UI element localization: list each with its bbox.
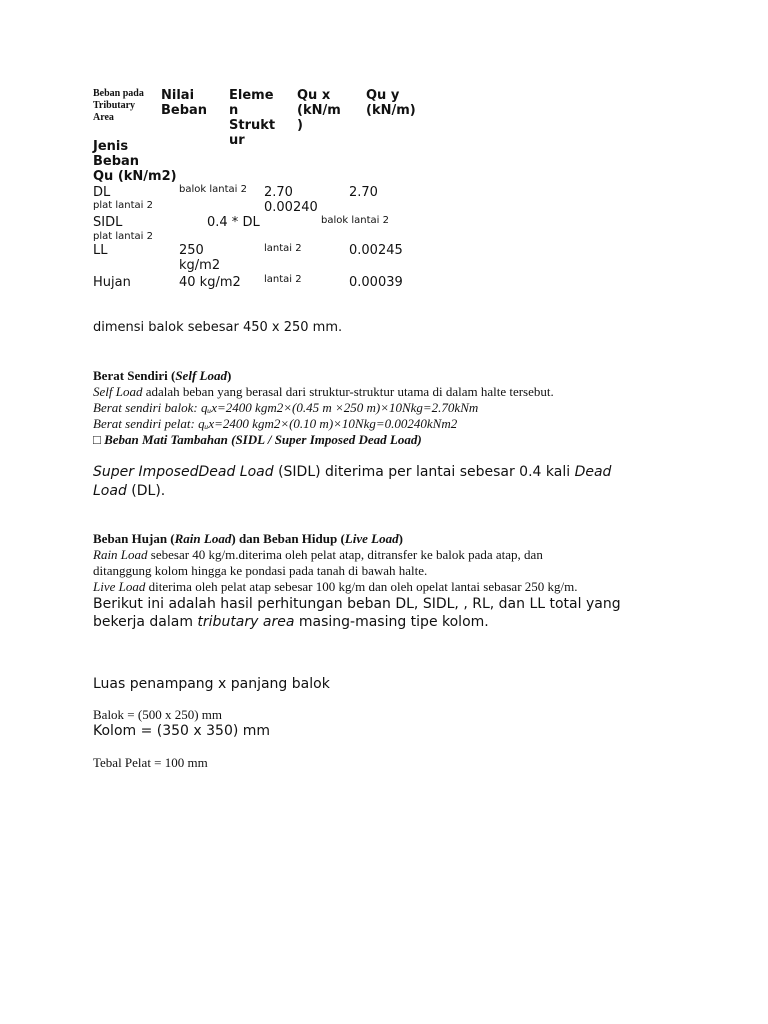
header-beban-tributary: Beban pada Tributary Area — [93, 88, 144, 123]
luas-penampang-text: Luas penampang x panjang balok — [93, 676, 330, 692]
row-plat-value: 0.00240 — [264, 200, 318, 215]
row-sidl-value: 0.4 * DL — [207, 215, 260, 230]
header-qu-y: Qu y (kN/m) — [366, 88, 416, 118]
row-hujan-quy: 0.00039 — [349, 275, 403, 290]
header-qu-x: Qu x (kN/m ) — [297, 88, 341, 133]
berikut-line2: bekerja dalam tributary area masing-masing tipe kolom. — [93, 614, 489, 630]
row-plat-lantai-1: plat lantai 2 — [93, 200, 153, 211]
row-plat-lantai-2: plat lantai 2 — [93, 231, 153, 242]
row-dl-qux: 2.70 — [264, 185, 293, 200]
row-dl-label: DL — [93, 185, 111, 200]
row-ll-quy: 0.00245 — [349, 243, 403, 258]
balok-dimension: Balok = (500 x 250) mm — [93, 707, 223, 722]
tebal-pelat: Tebal Pelat = 100 mm — [93, 755, 208, 770]
sidl-heading: □ Beban Mati Tambahan (SIDL / Super Imposed Dead Load) — [93, 432, 422, 447]
self-load-definition: Self Load adalah beban yang berasal dari struktur-struktur utama di dalam halte tersebut. — [93, 384, 554, 399]
row-dl-element: balok lantai 2 — [179, 184, 247, 195]
row-ll-value: 250 — [179, 243, 204, 258]
row-ll-unit: kg/m2 — [179, 258, 221, 273]
dimensi-balok-text: dimensi balok sebesar 450 x 250 mm. — [93, 320, 343, 335]
header-nilai-beban: Nilai Beban — [161, 88, 208, 118]
header-elemen-struktur: Eleme n Strukt ur — [229, 88, 276, 148]
row-ll-label: LL — [93, 243, 108, 258]
kolom-dimension: Kolom = (350 x 350) mm — [93, 723, 271, 739]
berat-sendiri-pelat-formula: Berat sendiri pelat: qᵤx=2400 kgm2×(0.10 m)×10Nkg=0.00240kNm2 — [93, 416, 458, 431]
berat-sendiri-balok-formula: Berat sendiri balok: qᵤx=2400 kgm2×(0.45 m ×250 m)×10Nkg=2.70kNm — [93, 400, 479, 415]
row-hujan-label: Hujan — [93, 275, 131, 290]
row-ll-element: lantai 2 — [264, 243, 302, 254]
sidl-paragraph-line1: Super ImposedDead Load (SIDL) diterima per lantai sebesar 0.4 kali Dead — [93, 464, 612, 480]
header-qu-kn-m2: Qu (kN/m2) — [93, 169, 177, 184]
self-load-heading: Berat Sendiri (Self Load) — [93, 368, 232, 383]
rain-load-line1: Rain Load sebesar 40 kg/m.diterima oleh pelat atap, ditransfer ke balok pada atap, dan — [93, 547, 543, 562]
row-hujan-value: 40 kg/m2 — [179, 275, 241, 290]
row-hujan-element: lantai 2 — [264, 274, 302, 285]
sidl-paragraph-line2: Load (DL). — [93, 483, 166, 499]
header-beban: Beban — [93, 154, 140, 169]
berikut-line1: Berikut ini adalah hasil perhitungan beban DL, SIDL, , RL, dan LL total yang — [93, 596, 621, 612]
row-dl-quy: 2.70 — [349, 185, 378, 200]
live-load-line: Live Load diterima oleh pelat atap sebesar 100 kg/m dan oleh opelat lantai sebasar 250 kg/m. — [93, 579, 578, 594]
header-jenis: Jenis — [93, 139, 129, 154]
row-sidl-element: balok lantai 2 — [321, 215, 389, 226]
rain-live-load-heading: Beban Hujan (Rain Load) dan Beban Hidup (Live Load) — [93, 531, 403, 546]
rain-load-line2: ditanggung kolom hingga ke pondasi pada tanah di bawah halte. — [93, 563, 428, 578]
row-sidl-label: SIDL — [93, 215, 123, 230]
